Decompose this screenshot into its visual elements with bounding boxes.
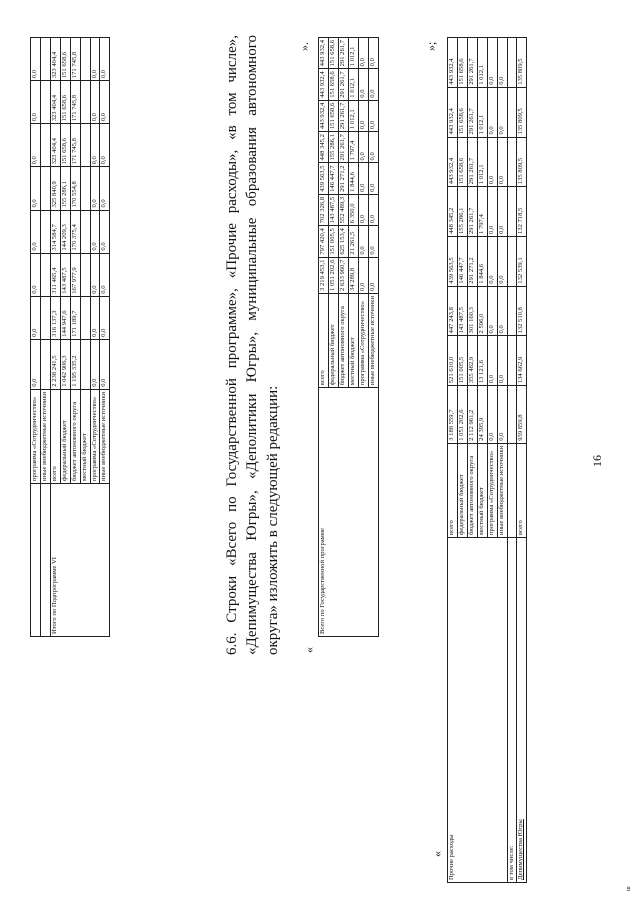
value-cell: 1 797,4 bbox=[348, 132, 358, 163]
value-cell: 0,0 bbox=[31, 253, 41, 296]
value-cell: 702 326,8 bbox=[319, 194, 329, 225]
value-cell: 443 932,4 bbox=[448, 137, 458, 187]
value-cell: 167 977,9 bbox=[70, 253, 80, 296]
value-cell: 0,0 bbox=[90, 124, 100, 167]
value-cell: 151 658,6 bbox=[457, 87, 467, 137]
value-cell: 0,0 bbox=[100, 124, 110, 167]
row-label: всего bbox=[517, 443, 527, 537]
row-group-title: Прочие расходы bbox=[448, 538, 508, 883]
value-cell: 291 261,7 bbox=[338, 132, 348, 163]
value-cell: 143 487,5 bbox=[328, 194, 338, 225]
value-cell: 2 112 961,2 bbox=[467, 386, 477, 444]
table-row bbox=[40, 38, 50, 637]
value-cell: 552 489,3 bbox=[338, 194, 348, 225]
empty-cell bbox=[40, 484, 50, 637]
quote-close-mark-2: »; bbox=[424, 41, 438, 51]
value-cell: 134 662,9 bbox=[517, 336, 527, 386]
value-cell bbox=[507, 386, 517, 444]
value-cell: 151 658,6 bbox=[60, 38, 70, 81]
value-cell: 24 395,9 bbox=[477, 386, 487, 444]
value-cell: 2 633 960,7 bbox=[338, 257, 348, 293]
value-cell: 0,0 bbox=[31, 124, 41, 167]
table-row bbox=[507, 38, 517, 883]
value-cell: 0,0 bbox=[31, 339, 41, 389]
value-cell bbox=[40, 339, 50, 389]
value-cell: 135 809,5 bbox=[517, 87, 527, 137]
row-label: программа «Сотрудничество» bbox=[31, 389, 41, 483]
value-cell: 0,0 bbox=[100, 253, 110, 296]
value-cell bbox=[507, 236, 517, 286]
value-cell bbox=[507, 187, 517, 237]
value-cell: 314 584,7 bbox=[50, 210, 60, 253]
value-cell: 155 286,1 bbox=[457, 187, 467, 237]
value-cell bbox=[80, 253, 90, 296]
value-cell: 316 137,3 bbox=[50, 296, 60, 339]
value-cell bbox=[80, 296, 90, 339]
quote-open-mark-2: « bbox=[430, 851, 444, 857]
table-state-program-total bbox=[318, 37, 379, 637]
value-cell: 311 465,4 bbox=[50, 253, 60, 296]
value-cell bbox=[40, 253, 50, 296]
value-cell bbox=[40, 296, 50, 339]
value-cell: 0,0 bbox=[100, 339, 110, 389]
table-row bbox=[517, 38, 527, 883]
row-group-title: Всего по Государственной программе bbox=[319, 388, 379, 637]
value-cell: 0,0 bbox=[100, 210, 110, 253]
value-cell: 0,0 bbox=[368, 257, 378, 293]
row-label: федеральный бюджет bbox=[60, 389, 70, 483]
value-cell: 0,0 bbox=[497, 386, 507, 444]
value-cell: 143 487,5 bbox=[457, 286, 467, 336]
value-cell: 0,0 bbox=[487, 187, 497, 237]
value-cell: 21 261,5 bbox=[348, 226, 358, 257]
value-cell: 135 809,5 bbox=[517, 137, 527, 187]
value-cell: 0,0 bbox=[358, 38, 368, 69]
value-cell: 1 012,1 bbox=[477, 137, 487, 187]
value-cell: 0,0 bbox=[90, 81, 100, 124]
value-cell: 0,0 bbox=[358, 132, 368, 163]
scan-mark: ш bbox=[626, 886, 632, 891]
row-label: бюджет автономного округа bbox=[338, 293, 348, 387]
value-cell: 1 051 202,6 bbox=[328, 257, 338, 293]
value-cell bbox=[80, 167, 90, 210]
value-cell bbox=[507, 38, 517, 88]
row-label: федеральный бюджет bbox=[457, 443, 467, 537]
value-cell: 0,0 bbox=[90, 339, 100, 389]
table-subprogram-vi bbox=[30, 37, 110, 637]
value-cell: 448 345,2 bbox=[448, 187, 458, 237]
value-cell: 0,0 bbox=[358, 226, 368, 257]
value-cell: 0,0 bbox=[31, 38, 41, 81]
value-cell: 0,0 bbox=[100, 167, 110, 210]
value-cell: 146 447,7 bbox=[328, 163, 338, 194]
value-cell: 0,0 bbox=[368, 226, 378, 257]
value-cell: 291 261,7 bbox=[467, 87, 477, 137]
value-cell: 291 271,2 bbox=[338, 163, 348, 194]
value-cell: 355 482,9 bbox=[467, 336, 477, 386]
row-label: программа «Сотрудничество» bbox=[358, 293, 368, 387]
value-cell: 0,0 bbox=[90, 296, 100, 339]
value-cell: 0,0 bbox=[487, 386, 497, 444]
value-cell: 0,0 bbox=[358, 100, 368, 131]
value-cell bbox=[40, 38, 50, 81]
value-cell: 151 658,6 bbox=[328, 38, 338, 69]
value-cell: 0,0 bbox=[497, 87, 507, 137]
value-cell: 0,0 bbox=[497, 336, 507, 386]
value-cell: 291 271,2 bbox=[467, 236, 477, 286]
value-cell: 0,0 bbox=[90, 167, 100, 210]
row-label: бюджет автономного округа bbox=[467, 443, 477, 537]
value-cell: 0,0 bbox=[31, 167, 41, 210]
value-cell: 132 510,8 bbox=[517, 286, 527, 336]
row-group-title: Депимущества Югры bbox=[517, 538, 527, 883]
value-cell: 0,0 bbox=[368, 132, 378, 163]
value-cell: 1 195 335,2 bbox=[70, 339, 80, 389]
value-cell: 151 658,6 bbox=[328, 69, 338, 100]
value-cell: 34 289,8 bbox=[348, 257, 358, 293]
value-cell: 171 745,8 bbox=[70, 124, 80, 167]
value-cell: 1 012,1 bbox=[477, 38, 487, 88]
value-cell: 3 188 559,7 bbox=[448, 386, 458, 444]
value-cell: 1 012,1 bbox=[348, 69, 358, 100]
value-cell bbox=[40, 124, 50, 167]
value-cell: 443 932,4 bbox=[448, 38, 458, 88]
value-cell bbox=[507, 137, 517, 187]
value-cell: 155 286,1 bbox=[328, 132, 338, 163]
value-cell: 151 658,6 bbox=[60, 81, 70, 124]
row-label bbox=[507, 443, 517, 537]
value-cell bbox=[507, 336, 517, 386]
value-cell: 1 844,6 bbox=[477, 236, 487, 286]
table-row bbox=[448, 38, 458, 883]
value-cell: 0,0 bbox=[487, 236, 497, 286]
row-label: программа «Сотрудничество» bbox=[487, 443, 497, 537]
value-cell: 939 859,8 bbox=[517, 386, 527, 444]
value-cell: 0,0 bbox=[368, 163, 378, 194]
value-cell: 291 261,7 bbox=[467, 38, 477, 88]
value-cell: 0,0 bbox=[497, 137, 507, 187]
row-label: иные внебюджетные источники bbox=[100, 389, 110, 483]
value-cell: 132 718,5 bbox=[517, 187, 527, 237]
row-label: всего bbox=[448, 443, 458, 537]
value-cell: 447 243,8 bbox=[448, 286, 458, 336]
value-cell: 0,0 bbox=[368, 38, 378, 69]
page-number: 16 bbox=[590, 455, 604, 467]
row-group-title: в том числе: bbox=[507, 538, 517, 883]
quote-close-mark: ». bbox=[297, 42, 311, 51]
table-other-expenses bbox=[447, 37, 527, 883]
value-cell bbox=[507, 286, 517, 336]
value-cell: 171 189,7 bbox=[70, 296, 80, 339]
value-cell: 291 261,7 bbox=[467, 187, 477, 237]
value-cell: 0,0 bbox=[90, 38, 100, 81]
table-row bbox=[319, 38, 329, 637]
value-cell: 146 447,7 bbox=[457, 236, 467, 286]
value-cell: 2 238 241,5 bbox=[50, 339, 60, 389]
value-cell: 0,0 bbox=[358, 163, 368, 194]
value-cell: 0,0 bbox=[497, 236, 507, 286]
value-cell: 0,0 bbox=[100, 296, 110, 339]
value-cell: 323 404,4 bbox=[50, 124, 60, 167]
value-cell: 0,0 bbox=[90, 210, 100, 253]
value-cell: 443 932,4 bbox=[319, 100, 329, 131]
value-cell: 0,0 bbox=[487, 286, 497, 336]
value-cell: 144 209,3 bbox=[60, 210, 70, 253]
value-cell: 448 345,2 bbox=[319, 132, 329, 163]
value-cell bbox=[40, 81, 50, 124]
value-cell: 171 745,8 bbox=[70, 38, 80, 81]
value-cell: 439 563,5 bbox=[448, 236, 458, 286]
value-cell: 0,0 bbox=[497, 187, 507, 237]
value-cell bbox=[80, 124, 90, 167]
empty-cell bbox=[31, 484, 41, 637]
value-cell bbox=[80, 339, 90, 389]
value-cell: 135 809,5 bbox=[517, 38, 527, 88]
value-cell: 301 160,3 bbox=[467, 286, 477, 336]
value-cell bbox=[80, 38, 90, 81]
row-label: всего bbox=[319, 293, 329, 387]
row-label: иные внебюджетные источники bbox=[368, 293, 378, 387]
value-cell bbox=[507, 87, 517, 137]
value-cell: 155 286,1 bbox=[60, 167, 70, 210]
row-label: иные внебюджетные источники bbox=[40, 389, 50, 483]
value-cell: 1 012,1 bbox=[348, 38, 358, 69]
value-cell: 0,0 bbox=[487, 336, 497, 386]
value-cell: 1 051 202,6 bbox=[457, 386, 467, 444]
value-cell bbox=[40, 167, 50, 210]
value-cell: 325 840,9 bbox=[50, 167, 60, 210]
value-cell: 291 261,7 bbox=[467, 137, 477, 187]
value-cell: 151 005,5 bbox=[457, 336, 467, 386]
table-row bbox=[31, 38, 41, 637]
value-cell: 1 042 906,3 bbox=[60, 339, 70, 389]
value-cell: 151 658,6 bbox=[457, 38, 467, 88]
row-label: местный бюджет bbox=[477, 443, 487, 537]
value-cell: 0,0 bbox=[368, 194, 378, 225]
quote-open-mark: « bbox=[302, 647, 316, 653]
row-label: иные внебюджетные источники bbox=[497, 443, 507, 537]
value-cell: 291 261,7 bbox=[338, 38, 348, 69]
value-cell: 439 563,5 bbox=[319, 163, 329, 194]
value-cell: 151 658,6 bbox=[60, 124, 70, 167]
value-cell: 443 932,4 bbox=[448, 87, 458, 137]
value-cell: 1 012,1 bbox=[348, 100, 358, 131]
value-cell: 143 487,5 bbox=[60, 253, 70, 296]
value-cell: 13 121,6 bbox=[477, 336, 487, 386]
value-cell: 171 745,8 bbox=[70, 81, 80, 124]
value-cell: 0,0 bbox=[100, 38, 110, 81]
value-cell: 1 844,6 bbox=[348, 163, 358, 194]
value-cell: 0,0 bbox=[368, 69, 378, 100]
value-cell: 0,0 bbox=[90, 253, 100, 296]
value-cell: 0,0 bbox=[100, 81, 110, 124]
row-label: местный бюджет bbox=[348, 293, 358, 387]
value-cell: 3 219 453,1 bbox=[319, 257, 329, 293]
value-cell: 0,0 bbox=[497, 286, 507, 336]
value-cell: 0,0 bbox=[358, 194, 368, 225]
value-cell: 1 797,4 bbox=[477, 187, 487, 237]
section-heading: 6.6. Строки «Всего по Государственной программе», «Прочие расходы», «в том числе», «Депимущества Югры», «Деполитики Югры», муниципальные образования автономного округа» изложить в следующей редакции: bbox=[224, 35, 281, 655]
value-cell: 0,0 bbox=[31, 210, 41, 253]
value-cell: 0,0 bbox=[487, 87, 497, 137]
row-label: бюджет автономного округа bbox=[70, 389, 80, 483]
value-cell: 0,0 bbox=[31, 81, 41, 124]
value-cell bbox=[40, 210, 50, 253]
value-cell: 144 947,6 bbox=[60, 296, 70, 339]
value-cell: 521 610,0 bbox=[448, 336, 458, 386]
row-label: местный бюджет bbox=[80, 389, 90, 483]
value-cell: 132 539,1 bbox=[517, 236, 527, 286]
value-cell: 0,0 bbox=[358, 69, 368, 100]
value-cell bbox=[80, 210, 90, 253]
value-cell: 0,0 bbox=[31, 296, 41, 339]
value-cell: 443 932,4 bbox=[319, 69, 329, 100]
value-cell: 151 658,6 bbox=[457, 137, 467, 187]
value-cell: 625 153,4 bbox=[338, 226, 348, 257]
value-cell: 6 350,0 bbox=[348, 194, 358, 225]
value-cell: 1 012,1 bbox=[477, 87, 487, 137]
value-cell: 443 932,4 bbox=[319, 38, 329, 69]
value-cell: 151 658,6 bbox=[328, 100, 338, 131]
table-row bbox=[50, 38, 60, 637]
row-label: всего bbox=[50, 389, 60, 483]
value-cell: 323 404,4 bbox=[50, 38, 60, 81]
value-cell: 797 420,4 bbox=[319, 226, 329, 257]
value-cell: 0,0 bbox=[487, 38, 497, 88]
value-cell bbox=[80, 81, 90, 124]
value-cell: 2 596,0 bbox=[477, 286, 487, 336]
row-label: программа «Сотрудничество» bbox=[90, 389, 100, 483]
value-cell: 0,0 bbox=[497, 38, 507, 88]
row-group-title: Итого по Подпрограмме VI bbox=[50, 484, 110, 637]
row-label: федеральный бюджет bbox=[328, 293, 338, 387]
value-cell: 170 375,4 bbox=[70, 210, 80, 253]
value-cell: 291 261,7 bbox=[338, 100, 348, 131]
value-cell: 151 005,5 bbox=[328, 226, 338, 257]
value-cell: 0,0 bbox=[358, 257, 368, 293]
value-cell: 291 261,7 bbox=[338, 69, 348, 100]
value-cell: 0,0 bbox=[487, 137, 497, 187]
value-cell: 0,0 bbox=[368, 100, 378, 131]
value-cell: 323 404,4 bbox=[50, 81, 60, 124]
value-cell: 170 554,8 bbox=[70, 167, 80, 210]
